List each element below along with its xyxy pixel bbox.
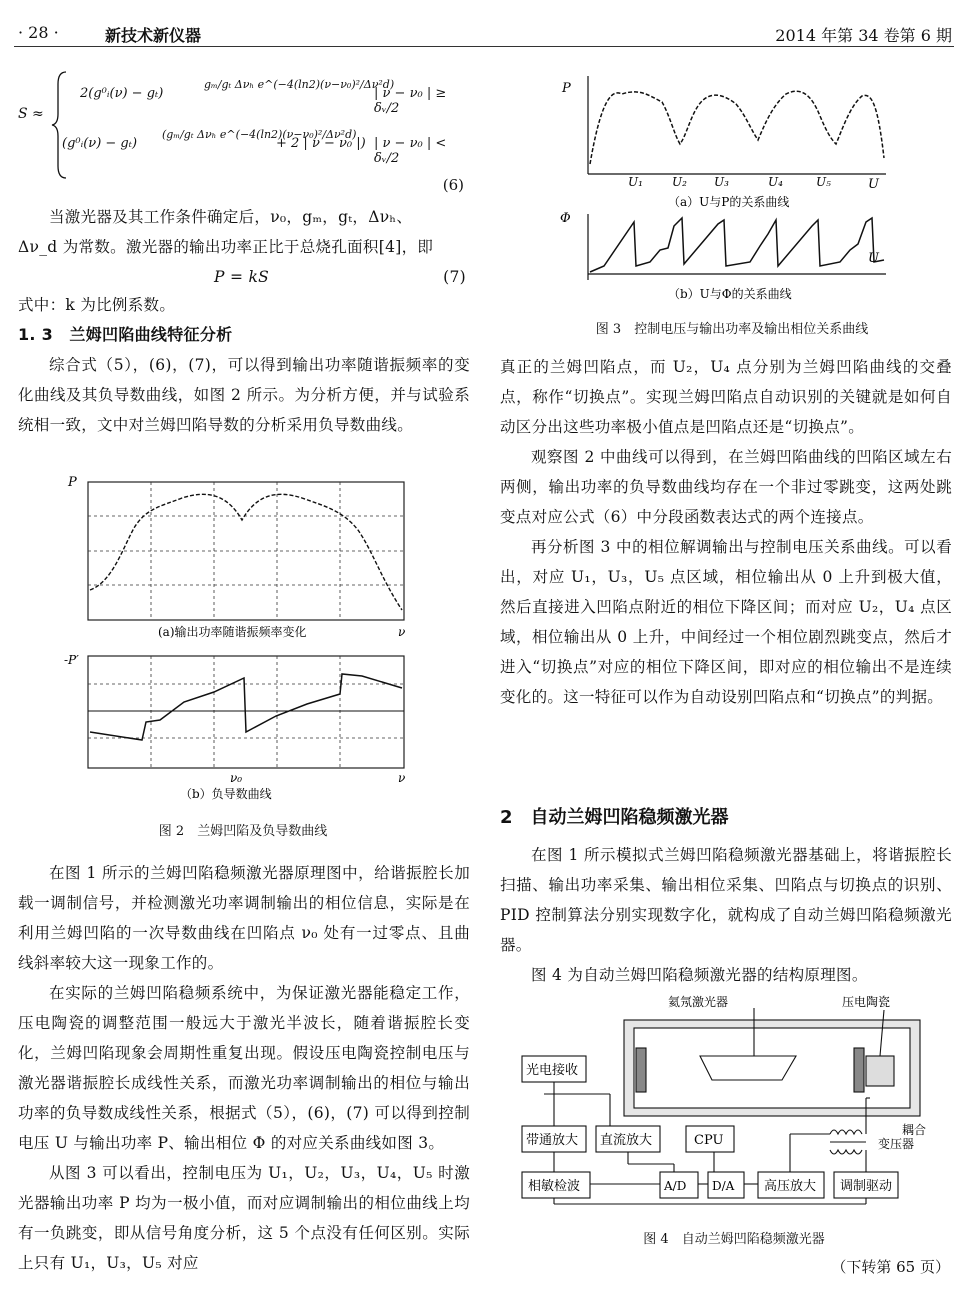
left-para1a: 当激光器及其工作条件确定后，ν₀，gₘ，gₜ，Δνₕ、 <box>49 208 413 226</box>
eq6-row2-tail: + 2 | ν − ν₀ |) <box>276 136 366 151</box>
fig2b-nu0: ν₀ <box>230 771 243 785</box>
fig2a-xlabel: ν <box>398 625 406 639</box>
right-column-top <box>500 352 952 712</box>
eq6-row2-expr: (gₘ/gₜ Δνₕ e^(−4(ln2)(ν−ν₀)²/Δν²d) <box>162 128 357 141</box>
eq6-label: (6) <box>442 176 464 194</box>
fig4-laser-label: 氦氖激光器 <box>668 995 729 1009</box>
eq6-row2-cond: | ν − ν₀ | < δᵥ/2 <box>374 136 447 166</box>
eq6-row1-expr: gₘ/gₜ Δνₕ e^(−4(ln2)(ν−ν₀)²/Δν²d) <box>204 78 395 91</box>
figure-3-caption: 图 3 控制电压与输出功率及输出相位关系曲线 <box>595 322 869 337</box>
fig2b-plot <box>88 656 404 768</box>
fig4-psd-box: 相敏检波 <box>528 1179 581 1194</box>
fig2b-ylabel: -P′ <box>64 653 79 667</box>
fig3a-xlabel: U <box>868 177 879 192</box>
right-column-bottom <box>500 840 952 990</box>
eq6-brace <box>50 70 70 180</box>
left-para5: 在实际的兰姆凹陷稳频系统中，为保证激光器能稳定工作，压电陶瓷的调整范围一般远大于激光半波长，随着谐振腔长变化，兰姆凹陷现象会周期性重复出现。假设压电陶瓷控制电压与激光器谐振腔长成线性关系，而激光功率调制输出的相位与输出功率的负导数成线性关系，根据式（5），(6)，(7) 可以得到控制电压 U 与输出功率 P、输出相位 Φ 的对应关系曲线如图 3。 <box>18 984 470 1152</box>
continued-note: （下转第 65 页） <box>831 1258 950 1276</box>
left-para6: 从图 3 可以看出，控制电压为 U₁，U₂，U₃，U₄，U₅ 时激光器输出功率 P 均为一极小值，而对应调制输出的相位曲线上均有一负跳变，即从信号角度分析，这 5 个点没有任何区别。实际上只有 U₁，U₃，U₅ 对应 <box>18 1164 470 1272</box>
section-1-3-heading: 1. 3 兰姆凹陷曲线特征分析 <box>18 325 233 344</box>
fig4-moddrv-box: 调制驱动 <box>840 1179 893 1194</box>
fig4-coupling-label-1: 耦合 <box>902 1123 927 1137</box>
page-number: · 28 · <box>18 23 59 42</box>
figure-2 <box>62 470 424 820</box>
fig3-u3: U₃ <box>714 175 729 189</box>
fig3-u2: U₂ <box>672 175 687 189</box>
fig2a-caption: (a)输出功率随谐振频率变化 <box>158 625 307 639</box>
eq6-row2-lhs: (g⁰ᵢ(ν) − gₜ) <box>62 136 138 151</box>
figure-2-caption: 图 2 兰姆凹陷及负导数曲线 <box>158 824 328 839</box>
right-para1: 真正的兰姆凹陷点，而 U₂，U₄ 点分别为兰姆凹陷曲线的交叠点，称作“切换点”。实现兰姆凹陷点自动识别的关键就是如何自动区分出这些功率极小值点是凹陷点还是“切换点”。 <box>500 358 952 436</box>
eq7-row <box>18 262 470 290</box>
right-para2: 观察图 2 中曲线可以得到，在兰姆凹陷曲线的凹陷区域左右两侧，输出功率的负导数曲线均存在一个非过零跳变，这两处跳变点对应公式（6）中分段函数表达式的两个连接点。 <box>500 448 952 526</box>
left-para4: 在图 1 所示的兰姆凹陷稳频激光器原理图中，给谐振腔长加载一调制信号，并检测激光功率调制输出的相位信息，实际是在利用兰姆凹陷的一次导数曲线在凹陷点 ν₀ 处有一过零点、且曲线斜率较大这一现象工作的。 <box>18 864 470 972</box>
fig3b-caption: （b）U与Φ的关系曲线 <box>668 287 792 301</box>
fig4-photo-box: 光电接收 <box>526 1063 579 1078</box>
figure-4-caption: 图 4 自动兰姆凹陷稳频激光器 <box>643 1232 825 1247</box>
eq6-row1-cond: | ν − ν₀ | ≥ δᵥ/2 <box>374 86 447 116</box>
fig4-da-box: D/A <box>712 1179 735 1193</box>
fig3-u1: U₁ <box>628 175 643 189</box>
fig4-hvamp-box: 高压放大 <box>764 1179 817 1194</box>
fig3b-ylabel: Φ <box>560 211 571 226</box>
equation-6 <box>14 64 474 204</box>
fig2a-ylabel: P <box>68 475 77 490</box>
figure-4 <box>514 994 954 1208</box>
fig4-coupling-label-2: 变压器 <box>878 1137 915 1151</box>
right-para5: 图 4 为自动兰姆凹陷稳频激光器的结构原理图。 <box>531 966 868 984</box>
left-para2: 式中：k 为比例系数。 <box>18 296 176 314</box>
fig3b-xlabel: U <box>868 251 879 266</box>
fig4-dcamp-box: 直流放大 <box>600 1133 653 1148</box>
right-para4: 在图 1 所示模拟式兰姆凹陷稳频激光器基础上，将谐振腔长扫描、输出功率采集、输出相位采集、凹陷点与切换点的识别、PID 控制算法分别实现数字化，就构成了自动兰姆凹陷稳频激光器。 <box>500 846 952 954</box>
left-para3: 综合式（5），(6)，(7)，可以得到输出功率随谐振频率的变化曲线及其负导数曲线，如图 2 所示。为分析方便，并与试验系统相一致，文中对兰姆凹陷导数的分析采用负导数曲线。 <box>18 356 470 434</box>
fig3b-plot <box>588 214 886 280</box>
journal-name: 新技术新仪器 <box>105 26 202 45</box>
fig2b-xlabel: ν <box>398 771 406 785</box>
eq7-label: (7) <box>443 268 466 286</box>
eq6-lhs: S ≈ <box>18 106 44 122</box>
issue-info: 2014 年第 34 卷第 6 期 <box>775 26 952 45</box>
fig2a-plot <box>88 482 404 620</box>
eq6-row1-lhs: 2(g⁰ᵢ(ν) − gₜ) <box>80 86 164 101</box>
fig3a-caption: （a）U与P的关系曲线 <box>668 195 790 209</box>
fig3a-ylabel: P <box>562 81 571 96</box>
right-para3: 再分析图 3 中的相位解调输出与控制电压关系曲线。可以看出，对应 U₁，U₃，U₅ 点区域，相位输出从 0 上升到极大值，然后直接进入凹陷点附近的相位下降区间；而对应 U₂，U₄ 点区域，相位输出从 0 上升，中间经过一个相位剧烈跳变点，然后才进入“切换点”对应的相位下降区间，即对应的相位输出不是连续变化的。这一特征可以作为自动设别凹陷点和“切换点”的判据。 <box>500 538 952 706</box>
fig4-cpu-box: CPU <box>694 1133 724 1148</box>
fig4-ad-box: A/D <box>664 1179 687 1193</box>
eq7: P = kS <box>214 268 270 286</box>
fig3a-plot <box>588 76 886 174</box>
left-column-bottom <box>18 858 470 1278</box>
fig4-pzt-label: 压电陶瓷 <box>842 995 891 1009</box>
left-para1b: Δν_d 为常数。激光器的输出功率正比于总烧孔面积[4]，即 <box>18 238 434 256</box>
fig3-u4: U₄ <box>768 175 783 189</box>
left-column-top <box>18 202 470 440</box>
fig2b-caption: （b）负导数曲线 <box>180 787 272 801</box>
figure-3 <box>550 66 896 310</box>
fig3-u5: U₅ <box>816 175 831 189</box>
fig4-bandpass-box: 带通放大 <box>526 1133 579 1148</box>
section-2-heading: 2 自动兰姆凹陷稳频激光器 <box>500 807 729 828</box>
header-rule <box>14 46 954 47</box>
